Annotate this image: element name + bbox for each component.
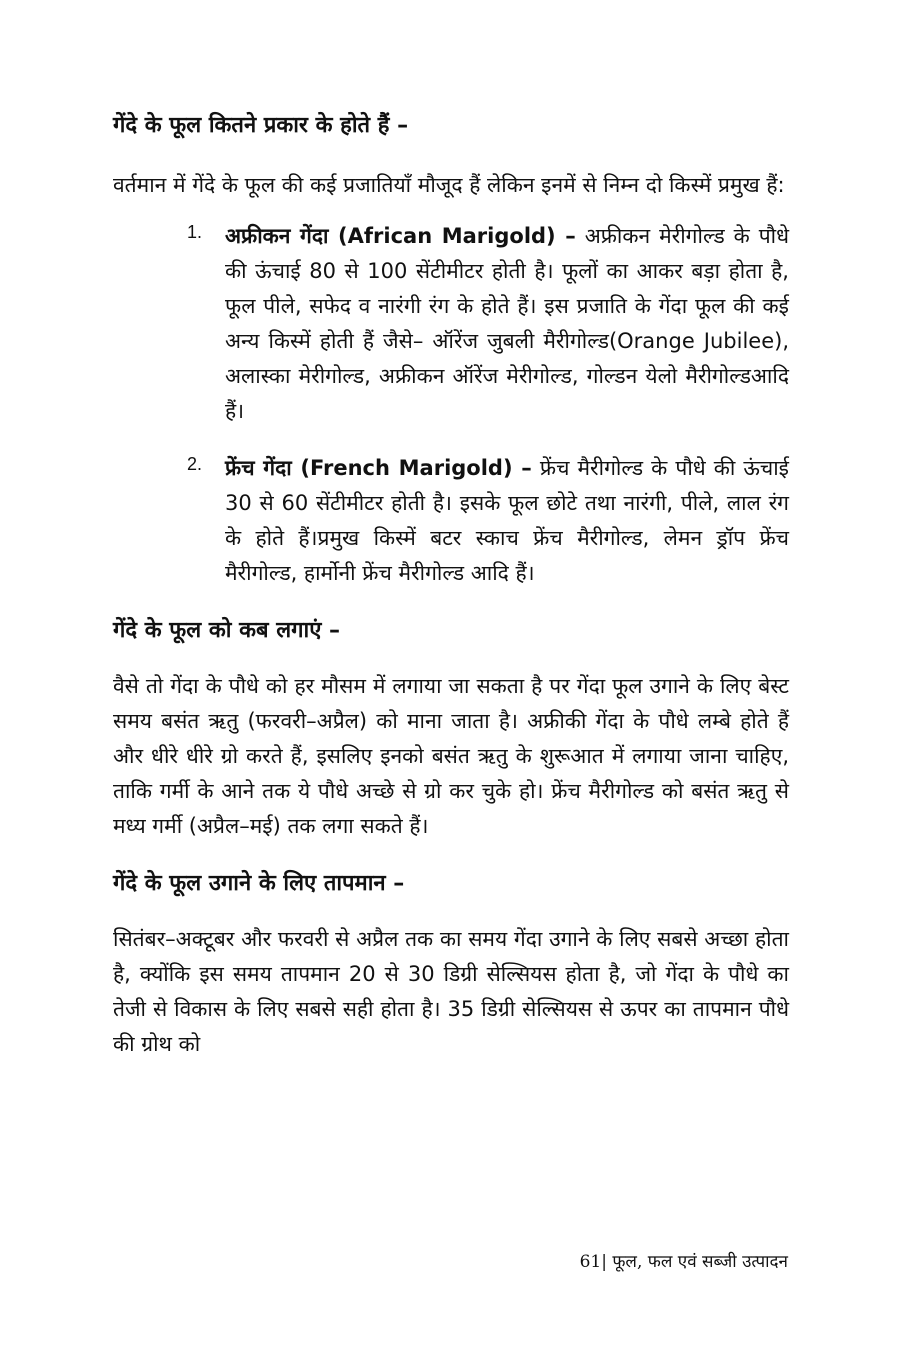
list-item-body bbox=[225, 451, 789, 591]
list-number: 2. bbox=[187, 454, 203, 474]
list-number: 1. bbox=[187, 222, 203, 242]
section-heading-types: गेंदे के फूल कितने प्रकार के होते हैं – bbox=[113, 113, 409, 138]
list-item-body bbox=[225, 219, 789, 429]
variety-list bbox=[113, 219, 789, 591]
section-heading-when: गेंदे के फूल को कब लगाएं – bbox=[113, 618, 341, 643]
temperature-paragraph: सितंबर–अक्टूबर और फरवरी से अप्रैल तक का समय गेंदा उगाने के लिए सबसे अच्छा होता है, क्योंकि इस समय तापमान 20 से 30 डिग्री सेल्सियस होता है, जो गेंदा के पौधे का तेजी से विकास के लिए सबसे सही होता है। 35 डिग्री सेल्सियस से ऊपर का तापमान पौधे की ग्रोथ को bbox=[113, 927, 789, 1056]
intro-paragraph: वर्तमान में गेंदे के फूल की कई प्रजातियाँ मौजूद हैं लेकिन इनमें से निम्न दो किस्में प्रमुख हैं: bbox=[113, 173, 785, 197]
list-item-text: फ्रेंच मैरीगोल्ड के पौधे की ऊंचाई 30 से 60 सेंटीमीटर होती है। इसके फूल छोटे तथा नारंगी, पीले, लाल रंग के होते हैं।प्रमुख किस्में बटर स्काच फ्रेंच मैरीगोल्ड, लेमन ड्रॉप फ्रेंच मैरीगोल्ड, हार्मोनी फ्रेंच मैरीगोल्ड आदि हैं। bbox=[225, 456, 789, 585]
list-item-title: फ्रेंच गेंदा (French Marigold) – bbox=[225, 456, 532, 480]
list-item-text: अफ्रीकन मेरीगोल्ड के पौधे की ऊंचाई 80 से 100 सेंटीमीटर होती है। फूलों का आकर बड़ा होता है, फूल पीले, सफेद व नारंगी रंग के होते हैं। इस प्रजाति के गेंदा फूल की कई अन्य किस्में होती हैं जैसे– ऑरेंज जुबली मैरीगोल्ड(Orange Jubilee), अलास्का मेरीगोल्ड, अफ्रीकन ऑरेंज मेरीगोल्ड, गोल्डन येलो मैरीगोल्डआदि हैं। bbox=[225, 224, 789, 423]
list-item-french bbox=[113, 451, 789, 591]
when-paragraph: वैसे तो गेंदा के पौधे को हर मौसम में लगाया जा सकता है पर गेंदा फूल उगाने के लिए बेस्ट समय बसंत ऋतु (फरवरी–अप्रैल) को माना जाता है। अफ्रीकी गेंदा के पौधे लम्बे होते हैं और धीरे धीरे ग्रो करते हैं, इसलिए इनको बसंत ऋतु के शुरूआत में लगाया जाना चाहिए, ताकि गर्मी के आने तक ये पौधे अच्छे से ग्रो कर चुके हो। फ्रेंच मैरीगोल्ड को बसंत ऋतु से मध्य गर्मी (अप्रैल–मई) तक लगा सकते हैं। bbox=[113, 674, 789, 838]
list-item-african bbox=[113, 219, 789, 429]
page-footer: 61| फूल, फल एवं सब्जी उत्पादन bbox=[579, 1252, 788, 1272]
page-content bbox=[113, 108, 789, 1062]
section-heading-temperature: गेंदे के फूल उगाने के लिए तापमान – bbox=[113, 871, 405, 896]
list-item-title: अफ्रीकन गेंदा (African Marigold) – bbox=[225, 224, 576, 248]
